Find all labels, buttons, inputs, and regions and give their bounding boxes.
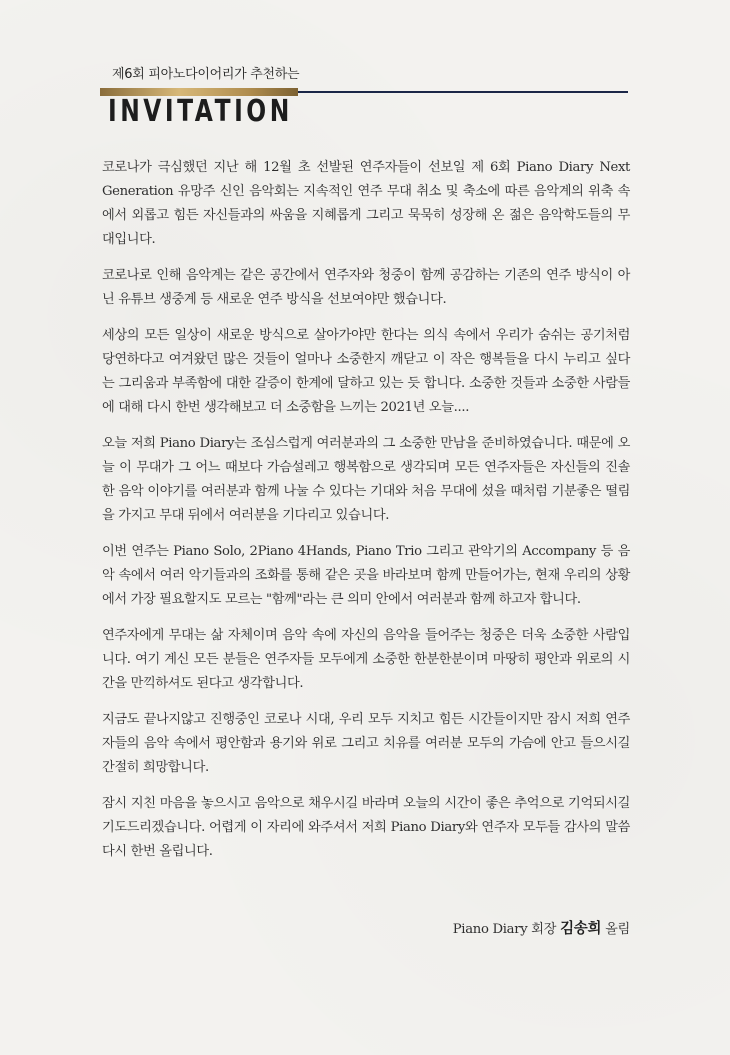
paragraph: 코로나로 인해 음악계는 같은 공간에서 연주자와 청중이 함께 공감하는 기존의 연주 방식이 아닌 유튜브 생중계 등 새로운 연주 방식을 선보여야만 했습니다. [102,268,630,307]
paragraph: 연주자에게 무대는 삶 자체이며 음악 속에 자신의 음악을 들어주는 청중은 더욱 소중한 사람입니다. 여기 계신 모든 분들은 연주자들 모두에게 소중한 한분한분이며 마땅히 평안과 위로의 시간을 만끽하셔도 된다고 생각합니다. [102,628,630,691]
paragraph: 이번 연주는 Piano Solo, 2Piano 4Hands, Piano Trio 그리고 관악기의 Accompany 등 음악 속에서 여러 악기들과의 조화를 통해 같은 곳을 바라보며 함께 만들어가는, 현재 우리의 상황에서 가장 필요할지도 모르는 "함께"라는 큰 의미 안에서 여러분과 함께 하고자 합니다. [102,544,630,607]
paragraph: 코로나가 극심했던 지난 해 12월 초 선발된 연주자들이 선보일 제 6회 Piano Diary Next Generation 유망주 신인 음악회는 지속적인 연주 무대 취소 및 축소에 따른 음악계의 위축 속에서 외롭고 힘든 자신들과의 싸움을 지혜롭게 그리고 묵묵히 성장해 온 젊은 음악학도들의 무대입니다. [102,160,630,247]
invitation-header [0,0,730,140]
paragraph: 세상의 모든 일상이 새로운 방식으로 살아가야만 한다는 의식 속에서 우리가 숨쉬는 공기처럼 당연하다고 여겨왔던 많은 것들이 얼마나 소중한지 깨닫고 이 작은 행복들을 다시 누리고 싶다는 그리움과 부족함에 대한 갈증이 한계에 달하고 있는 듯 합니다. 소중한 것들과 소중한 사람들에 대해 다시 한번 생각해보고 더 소중함을 느끼는 2021년 오늘.... [102,328,630,415]
signature-name: 김송희 [560,920,602,937]
paragraph: 지금도 끝나지않고 진행중인 코로나 시대, 우리 모두 지치고 힘든 시간들이지만 잠시 저희 연주자들의 음악 속에서 평안함과 용기와 위로 그리고 치유를 여러분 모두의 가슴에 안고 들으시길 간절히 희망합니다. [102,712,630,775]
signature [453,917,630,938]
invitation-body [102,156,630,876]
signature-suffix: 올림 [605,922,630,937]
paragraph: 오늘 저희 Piano Diary는 조심스럽게 여러분과의 그 소중한 만남을 준비하였습니다. 때문에 오늘 이 무대가 그 어느 때보다 가슴설레고 행복함으로 생각되며 모든 연주자들은 자신들의 진솔한 음악 이야기를 여러분과 함께 나눌 수 있다는 기대와 처음 무대에 섰을 때처럼 기분좋은 떨림을 가지고 무대 뒤에서 여러분을 기다리고 있습니다. [102,436,630,523]
paragraph: 잠시 지친 마음을 놓으시고 음악으로 채우시길 바라며 오늘의 시간이 좋은 추억으로 기억되시길 기도드리겠습니다. 어렵게 이 자리에 와주셔서 저희 Piano Diary와 연주자 모두들 감사의 말씀 다시 한번 올립니다. [102,796,630,859]
header-subtitle: 제6회 피아노다이어리가 추천하는 [112,67,300,82]
header-divider [298,91,628,93]
page-title: INVITATION [108,94,293,129]
signature-prefix: Piano Diary 회장 [452,922,557,937]
